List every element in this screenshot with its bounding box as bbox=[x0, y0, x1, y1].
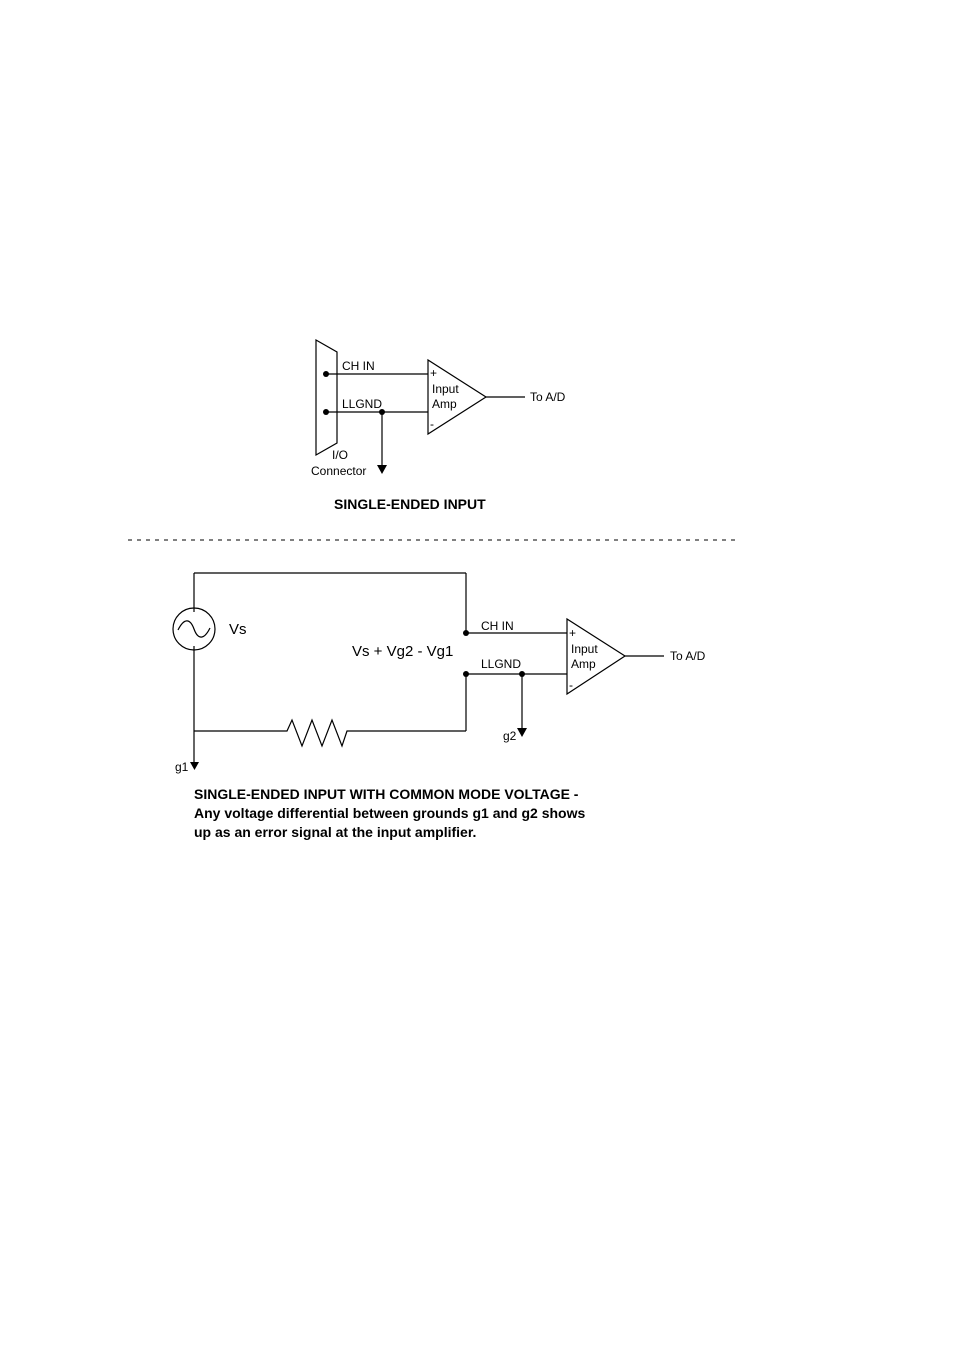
ch-in-label-2: CH IN bbox=[481, 619, 514, 633]
amp-plus-label: + bbox=[430, 366, 438, 380]
amp-label-line1: Input bbox=[432, 382, 459, 396]
amp-plus-label-2: + bbox=[569, 626, 577, 640]
diagram2-caption-line2: Any voltage differential between grounds g1 and g2 shows bbox=[194, 805, 586, 821]
amp-minus-label: - bbox=[430, 417, 434, 431]
llgnd-label: LLGND bbox=[342, 397, 383, 411]
to-ad-label-2: To A/D bbox=[670, 649, 706, 663]
node-voltage-label: Vs + Vg2 - Vg1 bbox=[352, 643, 454, 660]
diagram2-caption-line3: up as an error signal at the input amplifier. bbox=[194, 824, 477, 840]
ch-in-label: CH IN bbox=[342, 359, 375, 373]
g1-ground-arrow-icon bbox=[190, 762, 199, 770]
diagram1-caption: SINGLE-ENDED INPUT bbox=[334, 496, 486, 512]
common-mode-diagram bbox=[173, 573, 706, 840]
connector-label-line1: I/O bbox=[332, 448, 349, 462]
vs-label: Vs bbox=[229, 621, 247, 638]
diagram2-caption-line1: SINGLE-ENDED INPUT WITH COMMON MODE VOLTAGE - bbox=[194, 786, 579, 802]
amp-label-2-line1: Input bbox=[571, 642, 598, 656]
connector-label-line2: Connector bbox=[311, 464, 367, 478]
to-ad-label: To A/D bbox=[530, 390, 566, 404]
resistor-symbol bbox=[194, 720, 466, 746]
g2-ground-arrow-icon bbox=[517, 728, 527, 737]
io-connector-symbol bbox=[316, 340, 337, 455]
amp-label-line2: Amp bbox=[432, 397, 457, 411]
amp-label-2-line2: Amp bbox=[571, 657, 596, 671]
ac-wave-icon bbox=[178, 621, 210, 637]
llgnd-label-2: LLGND bbox=[481, 657, 522, 671]
ground-arrow-icon bbox=[377, 465, 387, 474]
g2-label: g2 bbox=[503, 729, 517, 743]
g1-label: g1 bbox=[175, 760, 189, 774]
single-ended-input-diagram bbox=[311, 340, 566, 512]
amp-minus-label-2: - bbox=[569, 678, 573, 692]
